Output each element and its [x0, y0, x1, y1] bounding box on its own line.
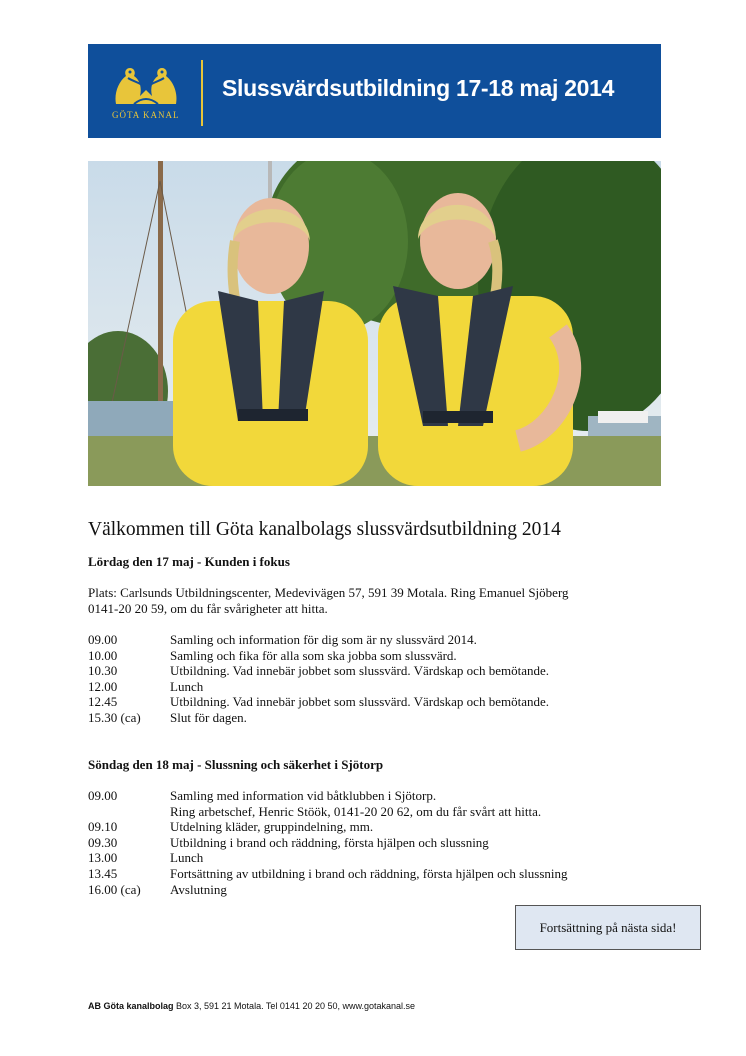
- banner-divider: [201, 60, 203, 126]
- hero-photo: [88, 161, 661, 486]
- saturday-place-line2: 0141-20 20 59, om du får svårigheter att hitta.: [88, 601, 328, 616]
- schedule-desc: Samling och information för dig som är ny slussvärd 2014.: [170, 632, 477, 647]
- schedule-desc: Slut för dagen.: [170, 709, 247, 725]
- header-banner: [88, 44, 661, 138]
- footer-details: Box 3, 591 21 Motala. Tel 0141 20 20 50, www.gotakanal.se: [173, 1001, 416, 1011]
- saturday-place: [88, 585, 660, 617]
- schedule-time: 09.00: [88, 632, 118, 647]
- schedule-desc: Utbildning. Vad innebär jobbet som slussvärd. Värdskap och bemötande.: [170, 663, 549, 679]
- schedule-time: 15.30 (ca): [88, 709, 141, 725]
- sunday-schedule: [88, 788, 568, 897]
- schedule-row: [88, 835, 568, 851]
- schedule-row: [88, 882, 568, 898]
- schedule-desc: Ring arbetschef, Henric Stöök, 0141-20 20 62, om du får svårt att hitta.: [170, 803, 542, 819]
- saturday-place-line1: Plats: Carlsunds Utbildningscenter, Medevivägen 57, 591 39 Motala. Ring Emanuel Sjöberg: [88, 585, 569, 600]
- schedule-desc: Fortsättning av utbildning i brand och räddning, första hjälpen och slussning: [170, 865, 568, 881]
- schedule-row: [88, 694, 549, 710]
- schedule-row: [88, 632, 549, 648]
- schedule-row: [88, 804, 568, 820]
- schedule-row: [88, 663, 549, 679]
- schedule-row: [88, 819, 568, 835]
- sunday-heading: Söndag den 18 maj - Slussning och säkerhet i Sjötorp: [88, 757, 384, 772]
- schedule-desc: Utdelning kläder, gruppindelning, mm.: [170, 819, 374, 835]
- schedule-time: 13.00: [88, 850, 118, 866]
- schedule-desc: Lunch: [170, 678, 204, 694]
- schedule-time: 13.45: [88, 865, 118, 881]
- schedule-row: [88, 866, 568, 882]
- schedule-time: 12.00: [88, 678, 118, 694]
- schedule-desc: Avslutning: [170, 881, 227, 897]
- schedule-desc: Lunch: [170, 850, 204, 866]
- saturday-schedule: [88, 632, 549, 726]
- schedule-row: [88, 850, 568, 866]
- schedule-row: [88, 648, 549, 664]
- footer-company: AB Göta kanalbolag: [88, 1001, 174, 1011]
- schedule-desc: Utbildning. Vad innebär jobbet som slussvärd. Värdskap och bemötande.: [170, 694, 549, 710]
- schedule-row: [88, 710, 549, 726]
- schedule-time: 09.30: [88, 834, 118, 850]
- saturday-heading: Lördag den 17 maj - Kunden i fokus: [88, 554, 290, 569]
- footer: [88, 1001, 415, 1011]
- schedule-time: 16.00 (ca): [88, 881, 141, 897]
- schedule-time: 09.10: [88, 819, 118, 835]
- schedule-desc: Samling med information vid båtklubben i Sjötorp.: [170, 788, 437, 803]
- schedule-time: [88, 804, 170, 820]
- schedule-time: 12.45: [88, 694, 118, 710]
- schedule-time: 10.30: [88, 663, 118, 679]
- schedule-time: 10.00: [88, 647, 118, 663]
- page-heading: Välkommen till Göta kanalbolags slussvärdsutbildning 2014: [88, 519, 561, 540]
- logo-wordmark: GÖTA KANAL: [112, 110, 180, 120]
- schedule-desc: Utbildning i brand och räddning, första hjälpen och slussning: [170, 834, 489, 850]
- continued-notice: Fortsättning på nästa sida!: [515, 905, 701, 950]
- schedule-desc: Samling och fika för alla som ska jobba som slussvärd.: [170, 647, 457, 663]
- schedule-row: [88, 788, 568, 804]
- schedule-time: 09.00: [88, 788, 118, 803]
- schedule-row: [88, 679, 549, 695]
- banner-title: Slussvärdsutbildning 17-18 maj 2014: [222, 75, 615, 101]
